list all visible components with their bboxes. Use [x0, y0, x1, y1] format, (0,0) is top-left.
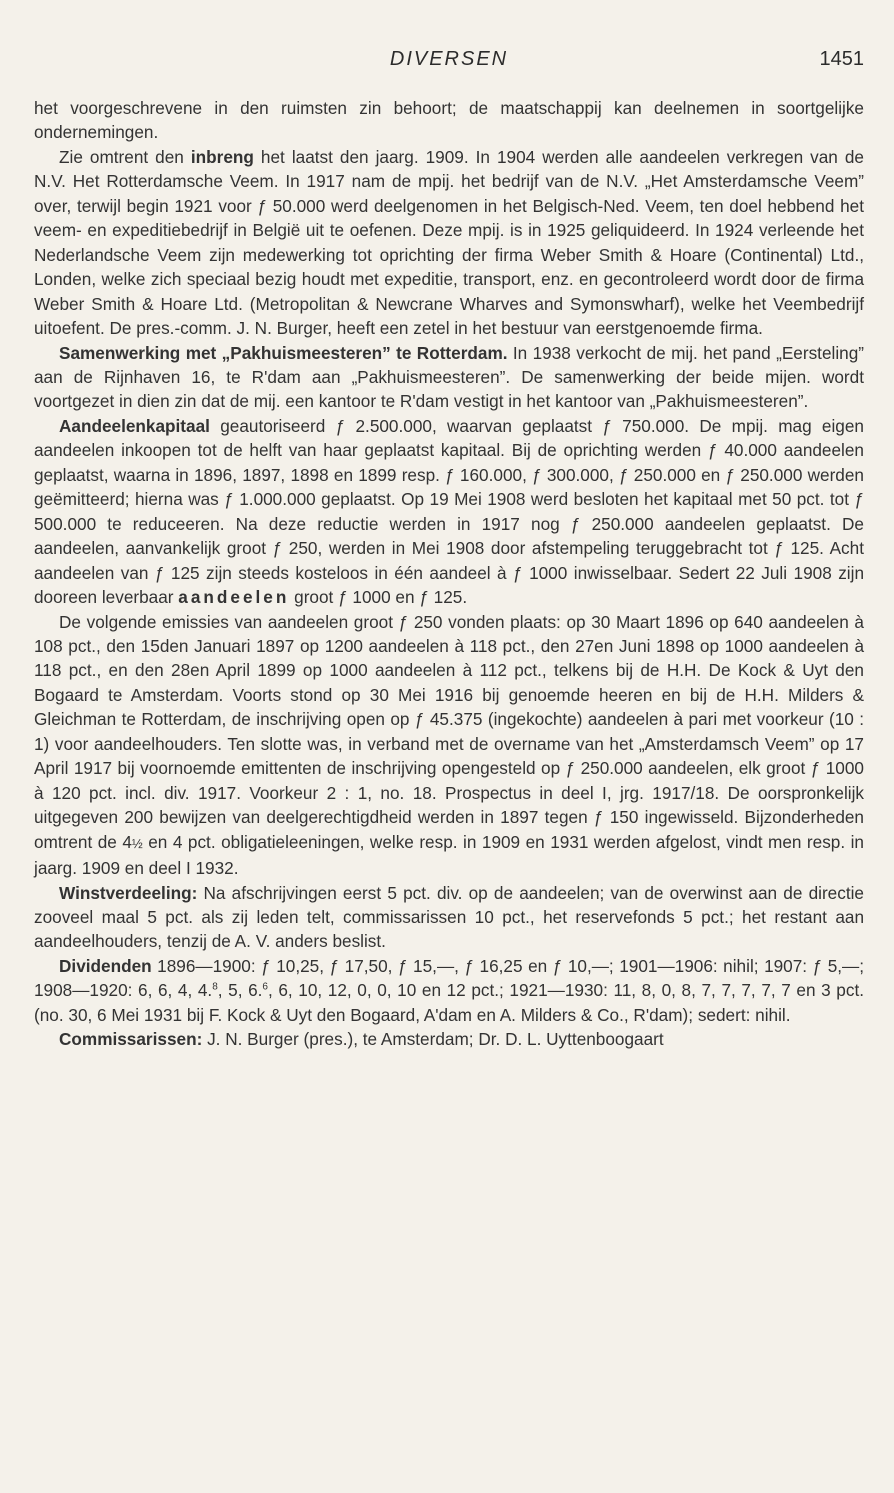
- paragraph-text: en 4 pct. obligatieleeningen, welke resp. in 1909 en 1931 werden afgelost, vindt men resp. in jaarg. 1909 en deel I 1932.: [34, 831, 864, 879]
- paragraph-text: In 1938 verkocht de mij. het pand „Eersteling” aan de Rijnhaven 16, te R'dam aan „Pakhuismeesteren”. De samenwerking der beide mijen. wordt voortgezet in dien zin dat de mij. een kantoor te R'dam vestigt in het kantoor van „Pakhuismeesteren”.: [34, 342, 864, 412]
- superscript-note: 6: [262, 981, 268, 993]
- running-header: [34, 48, 864, 76]
- paragraph-aandeelenkapitaal: [34, 414, 864, 610]
- paragraph-text: J. N. Burger (pres.), te Amsterdam; Dr. D. L. Uyttenboogaart: [202, 1029, 664, 1050]
- paragraph-text: groot ƒ 1000 en ƒ 125.: [289, 587, 468, 608]
- section-heading-samenwerking: Samenwerking met „Pakhuismeesteren” te Rotterdam.: [59, 342, 508, 363]
- paragraph-inbreng: [34, 145, 864, 341]
- paragraph-text: Na afschrijvingen eerst 5 pct. div. op de aandeelen; van de overwinst aan de directie zooveel maal 5 pct. als zij leden telt, commissarissen 10 pct., het reservefonds 5 pct.; het restant aan aandeelhouders, tenzij de A. V. anders beslist.: [34, 882, 864, 952]
- paragraph-emissies: [34, 610, 864, 881]
- section-heading-dividenden: Dividenden: [59, 955, 152, 976]
- paragraph-text: het voorgeschrevene in den ruimsten zin behoort; de maatschappij kan deelnemen in soortgelijke ondernemingen.: [34, 98, 864, 143]
- keyword-inbreng: inbreng: [190, 146, 254, 167]
- paragraph-samenwerking: [34, 341, 864, 414]
- paragraph-dividenden: [34, 954, 864, 1027]
- paragraph-intro: [34, 96, 864, 145]
- paragraph-text: geautoriseerd ƒ 2.500.000, waarvan geplaatst ƒ 750.000. De mpij. mag eigen aandeelen inkoopen tot de helft van haar geplaatst kapitaal. Bij de oprichting werden ƒ 40.000 aandeelen geplaatst, waarna in 1896, 1897, 1898 en 1899 resp. ƒ 160.000, ƒ 300.000, ƒ 250.000 en ƒ 250.000 werden geëmitteerd; hierna was ƒ 1.000.000 geplaatst. Op 19 Mei 1908 werd besloten het kapitaal met 50 pct. tot ƒ 500.000 te reduceeren. Na deze reductie werden in 1917 nog ƒ 250.000 aandeelen geplaatst. De aandeelen, aanvankelijk groot ƒ 250, werden in Mei 1908 door afstempeling teruggebracht tot ƒ 125. Acht aandeelen van ƒ 125 zijn steeds kosteloos in één aandeel à ƒ 1000 inwisselbaar. Sedert 22 Juli 1908 zijn dooreen leverbaar: [34, 415, 864, 608]
- section-heading-commissarissen: Commissarissen:: [59, 1029, 203, 1050]
- paragraph-text: Zie omtrent den: [59, 146, 191, 167]
- superscript-note: 8: [212, 981, 218, 993]
- section-heading-aandeelenkapitaal: Aandeelenkapitaal: [59, 415, 210, 436]
- page-number: 1451: [819, 48, 864, 70]
- section-heading-winstverdeeling: Winstverdeeling:: [59, 882, 198, 903]
- body-text: [34, 96, 864, 1052]
- paragraph-text: , 5, 6.: [217, 980, 263, 1001]
- paragraph-text: De volgende emissies van aandeelen groot ƒ 250 vonden plaats: op 30 Maart 1896 op 640 aandeelen à 108 pct., den 15den Januari 1897 op 1200 aandeelen à 118 pct., den 27en Juni 1898 op 1000 aandeelen à 118 pct., en den 28en April 1899 op 1000 aandeelen à 112 pct., telkens bij de H.H. De Kock & Uyt den Bogaard te Amsterdam. Voorts stond op 30 Mei 1916 bij genoemde heeren en bij de H.H. Milders & Gleichman te Rotterdam, de inschrijving open op ƒ 45.375 (ingekochte) aandeelen à pari met voorkeur (10 : 1) voor aandeelhouders. Ten slotte was, in verband met de overname van het „Amsterdamsch Veem” op 17 April 1917 bij voornoemde emittenten de inschrijving opengesteld op ƒ 250.000 aandeelen, elk groot ƒ 1000 à 120 pct. incl. div. 1917. Voorkeur 2 : 1, no. 18. Prospectus in deel I, jrg. 1917/18. De oorspronkelijk uitgegeven 200 bewijzen van deelgerechtigdheid werden in 1897 tegen ƒ 150 ingewisseld. Bijzonderheden omtrent de 4: [34, 611, 864, 852]
- fraction-half: ½: [131, 835, 143, 851]
- paragraph-winstverdeeling: [34, 881, 864, 954]
- spaced-term-aandeelen: aandeelen: [178, 587, 290, 608]
- paragraph-commissarissen: [34, 1027, 864, 1051]
- paragraph-text: , 6, 10, 12, 0, 0, 10 en 12 pct.; 1921—1930: 11, 8, 0, 8, 7, 7, 7, 7, 7 en 3 pct. (no. 30, 6 Mei 1931 bij F. Kock & Uyt den Bogaard, A'dam en A. Milders & Co., R'dam); sedert: nihil.: [34, 980, 865, 1025]
- paragraph-text: 1896—1900: ƒ 10,25, ƒ 17,50, ƒ 15,—, ƒ 16,25 en ƒ 10,—; 1901—1906: nihil; 1907: ƒ 5,—; 1908—1920: 6, 6, 4, 4.: [34, 955, 864, 1001]
- paragraph-text: het laatst den jaarg. 1909. In 1904 werden alle aandeelen verkregen van de N.V. Het Rotterdamsche Veem. In 1917 nam de mpij. het bedrijf van de N.V. „Het Amsterdamsche Veem” over, terwijl begin 1921 voor ƒ 50.000 werd deelgenomen in het Belgisch-Ned. Veem, ten doel hebbend het veem- en expeditiebedrijf in België uit te oefenen. Deze mpij. is in 1925 geliquideerd. In 1924 verleende het Nederlandsche Veem zijn medewerking tot oprichting der firma Weber Smith & Hoare (Continental) Ltd., Londen, welke zich speciaal bezig houdt met expeditie, transport, enz. en gecontroleerd wordt door de firma Weber Smith & Hoare Ltd. (Metropolitan & Newcrane Wharves and Symonswharf), welke het Veembedrijf uitoefent. De pres.-comm. J. N. Burger, heeft een zetel in het bestuur van eerstgenoemde firma.: [34, 146, 864, 339]
- section-title: DIVERSEN: [389, 48, 509, 70]
